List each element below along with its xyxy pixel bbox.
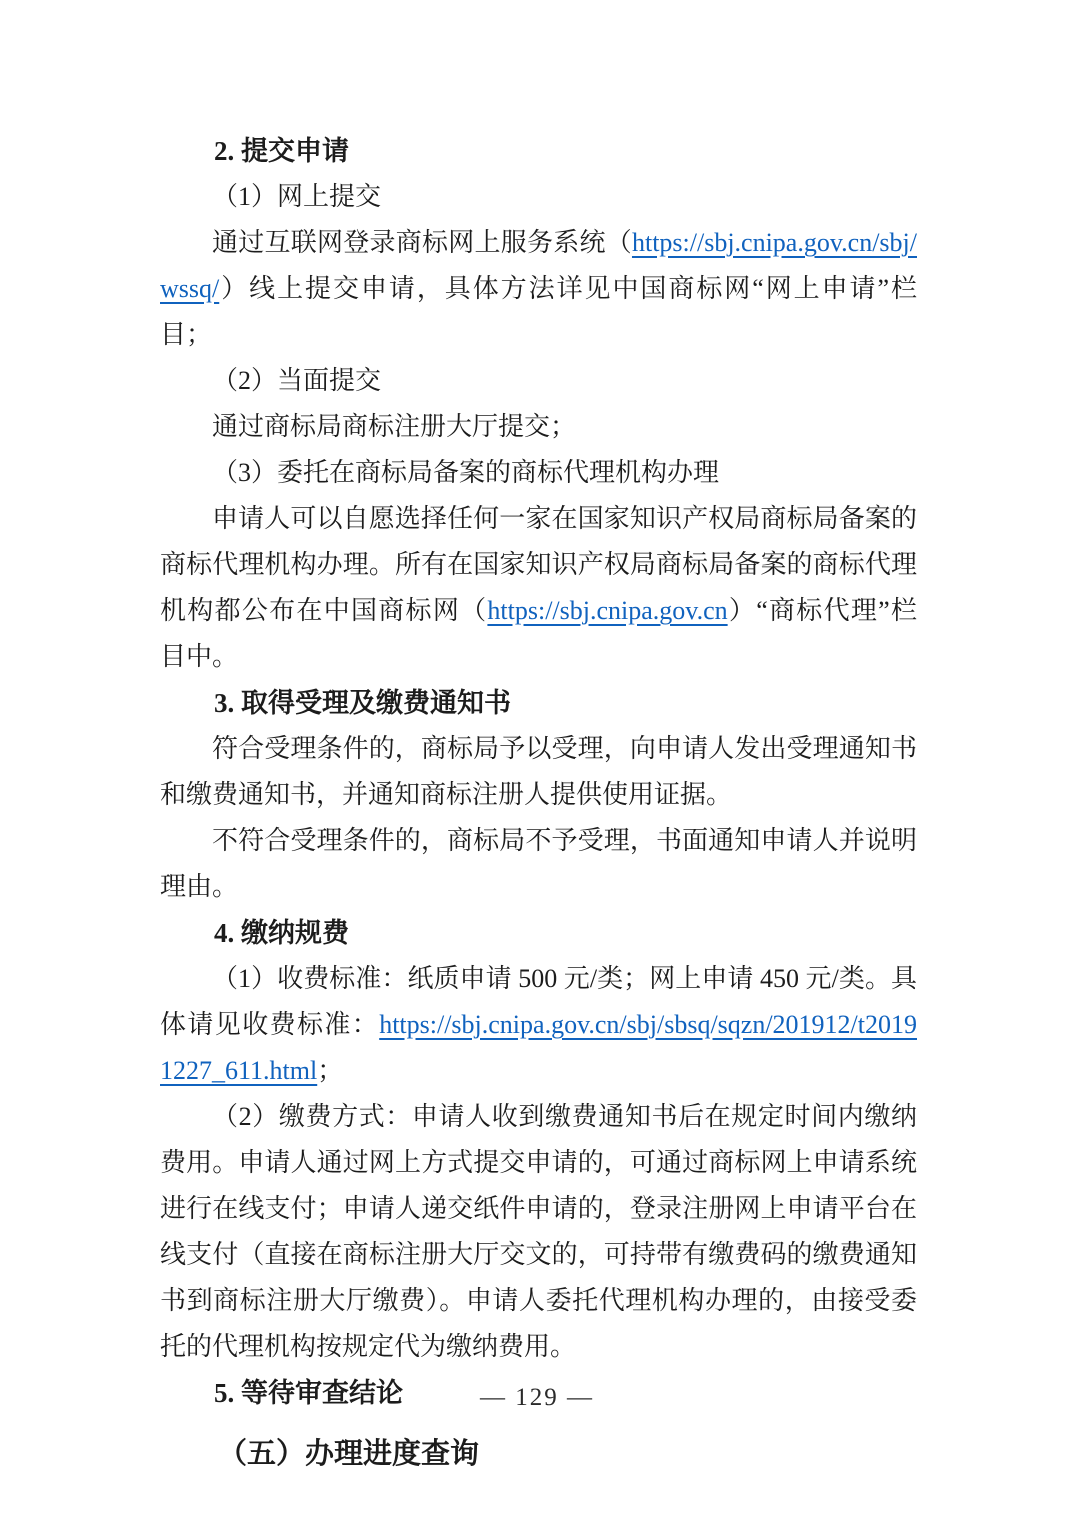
text-run: 通过互联网登录商标网上服务系统（ <box>212 228 632 257</box>
text-run: （1）收费标准：纸质申请 500 元/类；网上申请 450 元/类。具体请见收费标准： <box>160 964 917 1039</box>
page-number: — 129 — <box>480 1384 594 1411</box>
text-run: ； <box>317 1056 344 1085</box>
para-fee-standard <box>160 956 917 1094</box>
text-run: 3. 取得受理及缴费通知书 <box>214 688 511 718</box>
para-payment-method <box>160 1094 917 1370</box>
hyperlink[interactable]: https://sbj.cnipa.gov.cn <box>487 596 728 625</box>
document-body <box>160 128 917 1477</box>
text-run: ）线上提交申请，具体方法详见中国商标网“网上申请”栏目； <box>160 274 917 349</box>
text-run: ）“商标代理”栏目中。 <box>160 596 917 671</box>
hyperlink[interactable]: https://sbj.cnipa.gov.cn/sbj/wssq/ <box>160 228 917 303</box>
text-run: （五）办理进度查询 <box>218 1438 480 1470</box>
heading-section5-progress-inquiry <box>160 1431 917 1477</box>
text-run: （1）网上提交 <box>212 182 382 211</box>
text-run: 4. 缴纳规费 <box>214 918 349 948</box>
text-run: 申请人可以自愿选择任何一家在国家知识产权局商标局备案的商标代理机构办理。所有在国家知识产权局商标局备案的商标代理机构都公布在中国商标网（ <box>160 504 917 625</box>
item-2-in-person-submission <box>160 358 917 404</box>
heading-4-pay-fees <box>160 910 917 956</box>
para-acceptance-denied <box>160 818 917 910</box>
text-run: （2）缴费方式：申请人收到缴费通知书后在规定时间内缴纳费用。申请人通过网上方式提交申请的，可通过商标网上申请系统进行在线支付；申请人递交纸件申请的，登录注册网上申请平台在线支付（直接在商标注册大厅交文的，可持带有缴费码的缴费通知书到商标注册大厅缴费）。申请人委托代理机构办理的，由接受委托的代理机构按规定代为缴纳费用。 <box>160 1102 917 1361</box>
text-run: 5. 等待审查结论 <box>214 1378 403 1408</box>
text-run: 通过商标局商标注册大厅提交； <box>212 412 577 441</box>
heading-2-submit-application <box>160 128 917 174</box>
text-run: 不符合受理条件的，商标局不予受理，书面通知申请人并说明理由。 <box>160 826 917 901</box>
para-online-submission-detail <box>160 220 917 358</box>
text-run: （2）当面提交 <box>212 366 382 395</box>
text-run: 2. 提交申请 <box>214 136 349 166</box>
text-run: 符合受理条件的，商标局予以受理，向申请人发出受理通知书和缴费通知书，并通知商标注册人提供使用证据。 <box>160 734 917 809</box>
para-agency-detail <box>160 496 917 680</box>
para-acceptance-granted <box>160 726 917 818</box>
para-in-person-detail <box>160 404 917 450</box>
text-run: （3）委托在商标局备案的商标代理机构办理 <box>212 458 720 487</box>
item-3-agency-submission <box>160 450 917 496</box>
heading-3-acceptance-notice <box>160 680 917 726</box>
hyperlink[interactable]: https://sbj.cnipa.gov.cn/sbj/sbsq/sqzn/201912/t20191227_611.html <box>160 1010 917 1085</box>
item-1-online-submission <box>160 174 917 220</box>
